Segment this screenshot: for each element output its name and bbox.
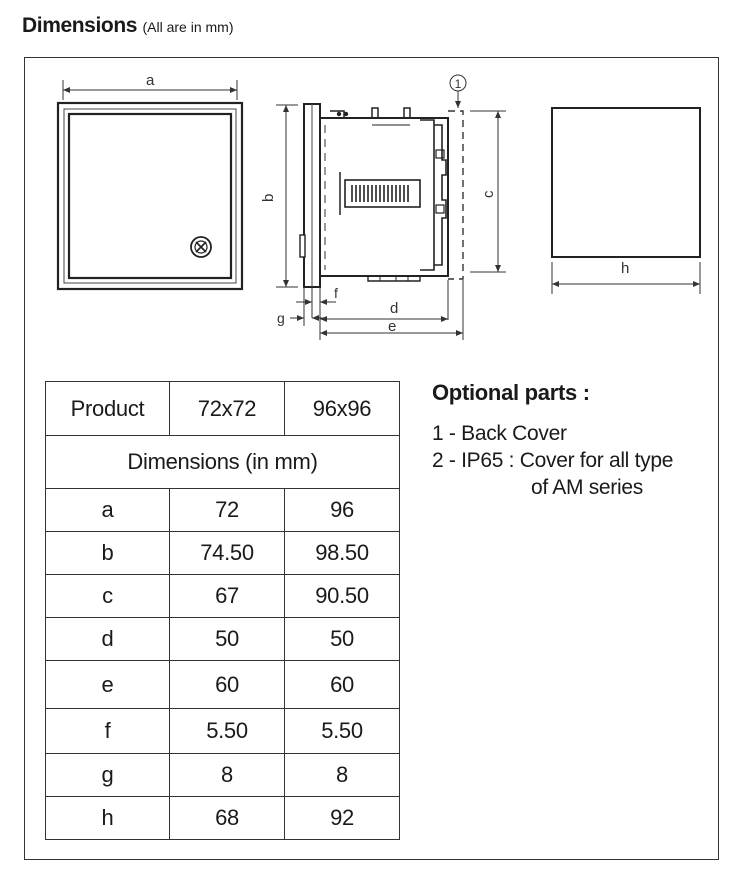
row-value: 98.50 (285, 532, 400, 575)
row-label: e (46, 661, 170, 709)
row-value: 96 (285, 489, 400, 532)
dim-h-label: h (621, 260, 630, 277)
row-value: 60 (170, 661, 285, 709)
header-product: Product (46, 382, 170, 436)
callout-1 (450, 75, 466, 108)
dim-a-label: a (146, 72, 155, 89)
row-value: 8 (285, 754, 400, 797)
table-row (46, 618, 400, 661)
table-row (46, 532, 400, 575)
row-value: 5.50 (285, 709, 400, 754)
row-label: g (46, 754, 170, 797)
callout-1-label: 1 (454, 77, 462, 91)
optional-item-1: 1 - Back Cover (432, 422, 567, 445)
dim-c-label: c (480, 190, 497, 198)
table-row (46, 575, 400, 618)
row-label: f (46, 709, 170, 754)
row-value: 74.50 (170, 532, 285, 575)
subheader-dimensions: Dimensions (in mm) (46, 436, 400, 489)
optional-item-2-cont: of AM series (531, 476, 643, 499)
table-subheader-row (46, 436, 400, 489)
table-row (46, 489, 400, 532)
dimensions-table (45, 381, 400, 840)
dim-g-label: g (277, 310, 285, 326)
header-96x96: 96x96 (285, 382, 400, 436)
row-label: a (46, 489, 170, 532)
dim-e-label: e (388, 318, 397, 335)
row-value: 67 (170, 575, 285, 618)
row-value: 8 (170, 754, 285, 797)
dim-b-label: b (260, 193, 277, 202)
side-view (260, 75, 506, 340)
row-label: d (46, 618, 170, 661)
table-row (46, 661, 400, 709)
row-value: 60 (285, 661, 400, 709)
row-label: b (46, 532, 170, 575)
row-value: 90.50 (285, 575, 400, 618)
table-row (46, 797, 400, 840)
table-header-row (46, 382, 400, 436)
adjust-screw-icon (191, 237, 211, 257)
row-label: h (46, 797, 170, 840)
row-value: 50 (170, 618, 285, 661)
row-value: 68 (170, 797, 285, 840)
dim-d-label: d (390, 300, 399, 317)
heading-title: Dimensions (22, 14, 138, 37)
table-row (46, 754, 400, 797)
dim-f-label: f (334, 285, 338, 301)
row-value: 72 (170, 489, 285, 532)
heading-note: (All are in mm) (142, 19, 234, 35)
back-cover-outline (448, 111, 463, 279)
header-72x72: 72x72 (170, 382, 285, 436)
optional-parts-title: Optional parts : (432, 380, 590, 405)
row-value: 5.50 (170, 709, 285, 754)
optional-parts (432, 380, 673, 501)
row-value: 92 (285, 797, 400, 840)
front-view (58, 72, 242, 289)
panel-cutout-view (552, 108, 700, 294)
row-label: c (46, 575, 170, 618)
table-row (46, 709, 400, 754)
row-value: 50 (285, 618, 400, 661)
optional-item-2: 2 - IP65 : Cover for all type (432, 449, 674, 472)
